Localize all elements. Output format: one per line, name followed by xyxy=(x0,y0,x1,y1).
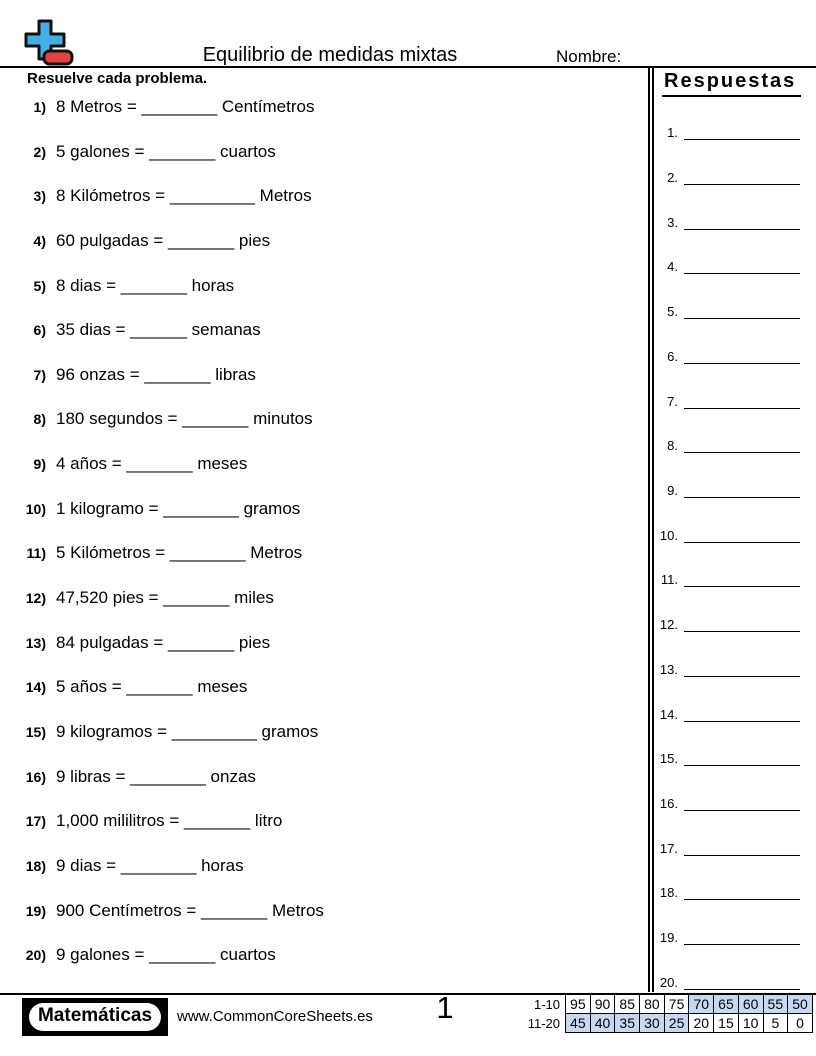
problem-row xyxy=(0,676,645,721)
score-cell: 95 xyxy=(566,995,591,1014)
answer-blank[interactable] xyxy=(684,540,800,543)
brand-label: Matemáticas xyxy=(29,1003,161,1031)
answer-blank[interactable] xyxy=(684,450,800,453)
answer-blank[interactable] xyxy=(684,495,800,498)
answer-row xyxy=(652,677,812,722)
answer-row xyxy=(652,632,812,677)
problem-row xyxy=(0,185,645,230)
answer-blank[interactable] xyxy=(684,227,800,230)
score-table-row xyxy=(566,1014,813,1033)
problem-number: 5) xyxy=(33,277,46,294)
instruction-text: Resuelve cada problema. xyxy=(27,70,208,87)
answer-blank[interactable] xyxy=(684,182,800,185)
problem-number: 16) xyxy=(25,768,46,785)
answer-row xyxy=(652,230,812,275)
problem-number: 19) xyxy=(25,902,46,919)
score-cell: 40 xyxy=(590,1014,615,1033)
answer-row xyxy=(652,945,812,990)
answer-row xyxy=(652,543,812,588)
answer-number: 2. xyxy=(667,169,678,185)
problem-text: 9 galones = _______ cuartos xyxy=(56,945,276,965)
score-cell: 10 xyxy=(738,1014,763,1033)
problem-number: 10) xyxy=(25,500,46,517)
answer-number: 9. xyxy=(667,482,678,498)
answer-number: 5. xyxy=(667,304,678,320)
score-cell: 35 xyxy=(615,1014,640,1033)
score-cell: 85 xyxy=(615,995,640,1014)
score-cell: 30 xyxy=(640,1014,665,1033)
problem-row xyxy=(0,587,645,632)
answer-number: 14. xyxy=(659,706,678,722)
score-range-label-2: 11-20 xyxy=(527,1016,560,1031)
problem-number: 12) xyxy=(25,590,46,607)
score-cell: 75 xyxy=(664,995,689,1014)
problem-row xyxy=(0,275,645,320)
answers-list xyxy=(652,96,812,990)
name-label: Nombre: xyxy=(556,47,622,66)
answer-number: 13. xyxy=(659,661,678,677)
problem-text: 8 dias = _______ horas xyxy=(56,275,235,295)
problem-text: 180 segundos = _______ minutos xyxy=(56,409,313,429)
problem-text: 9 dias = ________ horas xyxy=(56,855,244,875)
answer-blank[interactable] xyxy=(684,719,800,722)
problem-row xyxy=(0,230,645,275)
problem-row xyxy=(0,96,645,141)
answer-number: 10. xyxy=(659,527,678,543)
answer-number: 17. xyxy=(659,840,678,856)
answer-number: 16. xyxy=(659,796,678,811)
problem-text: 5 años = _______ meses xyxy=(56,677,248,697)
answer-row xyxy=(652,140,812,185)
problem-number: 3) xyxy=(33,188,46,205)
score-cell: 60 xyxy=(738,995,763,1014)
answer-row xyxy=(652,498,812,543)
answer-blank[interactable] xyxy=(684,361,800,364)
problem-number: 1) xyxy=(33,99,46,115)
problem-number: 8) xyxy=(33,411,46,428)
problem-text: 9 kilogramos = _________ gramos xyxy=(56,721,319,741)
answer-number: 15. xyxy=(659,751,678,767)
problem-number: 15) xyxy=(25,723,46,740)
answer-blank[interactable] xyxy=(684,674,800,677)
score-cell: 15 xyxy=(714,1014,739,1033)
answer-blank[interactable] xyxy=(684,942,800,945)
problem-number: 14) xyxy=(25,679,46,696)
answer-row xyxy=(652,811,812,856)
problem-text: 9 libras = ________ onzas xyxy=(56,766,256,786)
page-title: Equilibrio de medidas mixtas xyxy=(202,44,458,66)
problem-text: 1,000 mililitros = _______ litro xyxy=(56,811,283,831)
answer-number: 20. xyxy=(659,974,678,990)
score-range-label-1: 1-10 xyxy=(533,997,560,1012)
problem-number: 17) xyxy=(25,813,46,830)
score-table xyxy=(565,994,813,1033)
problem-number: 9) xyxy=(33,456,46,473)
score-cell: 65 xyxy=(714,995,739,1014)
answer-number: 11. xyxy=(660,572,678,588)
answer-row xyxy=(652,856,812,901)
answer-blank[interactable] xyxy=(684,808,800,811)
problem-row xyxy=(0,498,645,543)
answer-blank[interactable] xyxy=(684,897,800,900)
brand-logo xyxy=(22,998,168,1036)
problem-row xyxy=(0,408,645,453)
problem-text: 84 pulgadas = _______ pies xyxy=(56,632,271,652)
answer-number: 6. xyxy=(667,348,678,364)
header-rule xyxy=(0,66,816,68)
problem-row xyxy=(0,319,645,364)
problem-text: 4 años = _______ meses xyxy=(56,454,248,474)
answer-blank[interactable] xyxy=(684,584,800,587)
score-cell: 45 xyxy=(566,1014,591,1033)
score-cell: 20 xyxy=(689,1014,714,1033)
problem-row xyxy=(0,632,645,677)
problem-text: 47,520 pies = _______ miles xyxy=(56,588,274,608)
problem-row xyxy=(0,766,645,811)
answer-row xyxy=(652,900,812,945)
score-cell: 90 xyxy=(590,995,615,1014)
problem-number: 13) xyxy=(25,634,46,651)
problem-text: 35 dias = ______ semanas xyxy=(56,320,261,340)
answer-row xyxy=(652,722,812,767)
answer-row xyxy=(652,274,812,319)
score-cell: 70 xyxy=(689,995,714,1014)
answer-number: 12. xyxy=(659,617,678,633)
answer-number: 4. xyxy=(667,259,678,275)
answer-row xyxy=(652,96,812,141)
problem-number: 18) xyxy=(25,857,46,874)
answer-blank[interactable] xyxy=(684,629,800,632)
problem-row xyxy=(0,944,645,989)
page-number: 1 xyxy=(436,990,454,1025)
answer-blank[interactable] xyxy=(684,987,800,990)
answer-number: 8. xyxy=(667,438,678,454)
answer-number: 1. xyxy=(667,125,678,141)
problem-text: 8 Kilómetros = _________ Metros xyxy=(56,186,312,206)
answer-number: 18. xyxy=(659,885,678,901)
problem-text: 8 Metros = ________ Centímetros xyxy=(56,97,315,116)
score-cell: 55 xyxy=(763,995,788,1014)
problem-number: 2) xyxy=(33,143,46,160)
answer-row xyxy=(652,409,812,454)
problem-number: 4) xyxy=(33,232,46,249)
problem-row xyxy=(0,855,645,900)
answer-number: 19. xyxy=(659,930,678,946)
score-cell: 80 xyxy=(640,995,665,1014)
answer-number: 7. xyxy=(667,393,678,409)
problem-text: 96 onzas = _______ libras xyxy=(56,364,256,384)
answer-blank[interactable] xyxy=(684,137,800,140)
answer-blank[interactable] xyxy=(684,271,800,274)
answer-blank[interactable] xyxy=(684,763,800,766)
answers-title: Respuestas xyxy=(662,70,801,97)
problem-number: 11) xyxy=(26,545,46,562)
problem-row xyxy=(0,542,645,587)
score-cell: 0 xyxy=(788,1014,813,1033)
answer-blank[interactable] xyxy=(684,853,800,856)
answer-blank[interactable] xyxy=(684,406,800,409)
answer-row xyxy=(652,185,812,230)
score-table-row xyxy=(566,995,813,1014)
problem-text: 5 galones = _______ cuartos xyxy=(56,141,276,161)
problem-text: 900 Centímetros = _______ Metros xyxy=(56,900,324,920)
answer-row xyxy=(652,364,812,409)
problem-text: 5 Kilómetros = ________ Metros xyxy=(56,543,303,563)
answer-row xyxy=(652,453,812,498)
problems-list xyxy=(0,96,645,989)
score-cell: 5 xyxy=(763,1014,788,1033)
problem-row xyxy=(0,141,645,186)
score-cell: 25 xyxy=(664,1014,689,1033)
problem-text: 60 pulgadas = _______ pies xyxy=(56,230,271,250)
answer-row xyxy=(652,587,812,632)
answer-row xyxy=(652,766,812,811)
answer-number: 3. xyxy=(667,214,678,230)
answer-row xyxy=(652,319,812,364)
problem-row xyxy=(0,721,645,766)
score-cell: 50 xyxy=(788,995,813,1014)
problem-row xyxy=(0,364,645,409)
problem-number: 6) xyxy=(33,322,46,339)
problem-text: 1 kilogramo = ________ gramos xyxy=(56,498,301,518)
answer-blank[interactable] xyxy=(684,316,800,319)
problem-row xyxy=(0,810,645,855)
problem-number: 7) xyxy=(33,366,46,383)
website-url: www.CommonCoreSheets.es xyxy=(177,1008,373,1025)
problem-row xyxy=(0,453,645,498)
problem-number: 20) xyxy=(25,947,46,964)
problem-row xyxy=(0,900,645,945)
